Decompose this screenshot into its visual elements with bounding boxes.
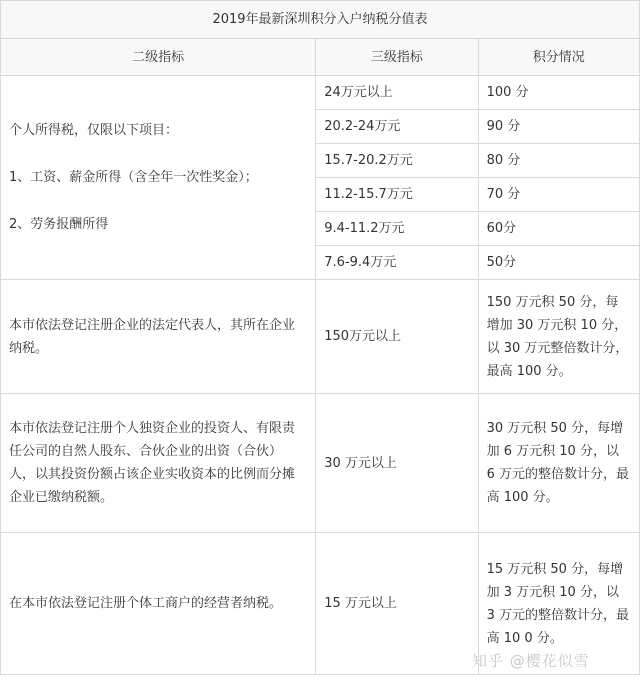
tier-range: 11.2-15.7万元 — [316, 178, 478, 212]
sole-proprietor-indicator: 在本市依法登记注册个体工商户的经营者纳税。 — [1, 533, 316, 675]
header-level3: 三级指标 — [316, 39, 478, 76]
legal-rep-indicator: 本市依法登记注册企业的法定代表人，其所在企业纳税。 — [1, 280, 316, 394]
tier-score: 100 分 — [478, 76, 639, 110]
tier-range: 24万元以上 — [316, 76, 478, 110]
investor-threshold: 30 万元以上 — [316, 394, 478, 533]
income-tax-item-2: 2、劳务报酬所得 — [9, 217, 109, 232]
header-score: 积分情况 — [478, 39, 639, 76]
sole-proprietor-score: 15 万元积 50 分，每增加 3 万元积 10 分，以 3 万元的整倍数计分，最高 10 0 分。 — [478, 533, 639, 675]
header-row — [1, 39, 640, 76]
tier-score: 50分 — [478, 246, 639, 280]
investor-score: 30 万元积 50 分，每增加 6 万元积 10 分，以 6 万元的整倍数计分，最高 100 分。 — [478, 394, 639, 533]
table-title: 2019年最新深圳积分入户纳税分值表 — [1, 1, 640, 39]
tier-range: 9.4-11.2万元 — [316, 212, 478, 246]
tier-score: 70 分 — [478, 178, 639, 212]
tier-range: 20.2-24万元 — [316, 110, 478, 144]
legal-rep-score: 150 万元积 50 分，每增加 30 万元积 10 分，以 30 万元整倍数计分，最高 100 分。 — [478, 280, 639, 394]
income-tax-item-1: 1、工资、薪金所得（含全年一次性奖金）； — [9, 170, 258, 185]
title-row — [1, 1, 640, 39]
table-row — [1, 76, 640, 110]
zhihu-watermark: 知乎 @樱花似雪 — [472, 652, 590, 670]
income-tax-intro: 个人所得税，仅限以下项目： — [9, 123, 179, 138]
tier-score: 80 分 — [478, 144, 639, 178]
legal-rep-threshold: 150万元以上 — [316, 280, 478, 394]
tier-score: 90 分 — [478, 110, 639, 144]
header-level2: 二级指标 — [1, 39, 316, 76]
tier-range: 15.7-20.2万元 — [316, 144, 478, 178]
tier-score: 60分 — [478, 212, 639, 246]
sole-proprietor-threshold: 15 万元以上 — [316, 533, 478, 675]
investor-indicator: 本市依法登记注册个人独资企业的投资人、有限责任公司的自然人股东、合伙企业的出资（合伙）人，以其投资份额占该企业实收资本的比例而分摊企业已缴纳税额。 — [1, 394, 316, 533]
table-row — [1, 394, 640, 533]
table-row — [1, 280, 640, 394]
tier-range: 7.6-9.4万元 — [316, 246, 478, 280]
income-tax-indicator — [1, 76, 316, 280]
